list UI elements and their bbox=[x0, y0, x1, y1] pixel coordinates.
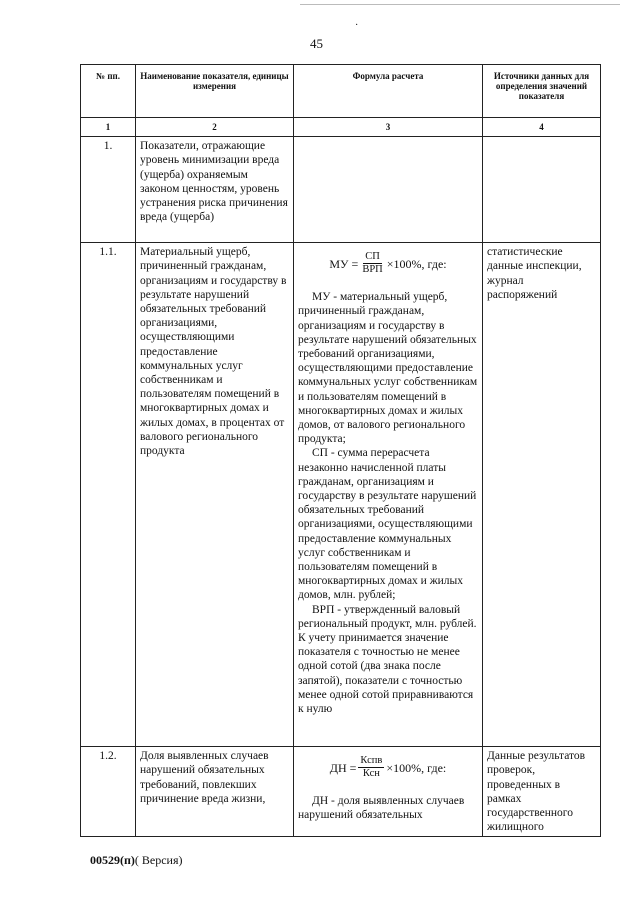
speck: · bbox=[355, 20, 359, 31]
table-row bbox=[81, 747, 601, 837]
denominator: Ксн bbox=[362, 768, 380, 780]
denominator: ВРП bbox=[362, 264, 383, 276]
col-number: 4 bbox=[483, 118, 601, 137]
formula bbox=[298, 755, 478, 780]
indicator-name: Доля выявленных случаев нарушений обязательных требований, повлекших причинение вреда жизни, bbox=[136, 747, 294, 837]
row-number: 1.2. bbox=[81, 747, 136, 837]
table-row bbox=[81, 243, 601, 747]
column-number-row bbox=[81, 118, 601, 137]
col-number: 1 bbox=[81, 118, 136, 137]
document-version: ( Версия) bbox=[134, 853, 183, 867]
indicator-name: Материальный ущерб, причиненный гражданам, организациям и государству в результате нарушений обязательных требований организациями, осуществляющими предоставление коммунальных услуг собственникам и пользователям помещений в многоквартирных домах и жилых домах, в процентах от валового регионального продукта bbox=[136, 243, 294, 747]
formula-description: МУ - материальный ущерб, причиненный гражданам, организациям и государству в результате нарушений обязательных требований организациями, осуществляющими предоставление коммунальных услуг собственникам и пользователям помещений в многоквартирных домах и жилых домов, от валового регионального продукта; bbox=[298, 291, 478, 446]
page-number: 45 bbox=[310, 36, 323, 51]
formula-lhs: МУ = bbox=[329, 256, 359, 271]
table-row bbox=[81, 137, 601, 243]
formula-cell bbox=[294, 747, 483, 837]
header-num: № пп. bbox=[81, 65, 136, 118]
source-cell: статистические данные инспекции, журнал распоряжений bbox=[483, 243, 601, 747]
formula bbox=[298, 251, 478, 276]
formula-rhs: ×100%, где: bbox=[386, 760, 447, 775]
document-code: 00529(п) bbox=[90, 853, 135, 867]
formula-rhs: ×100%, где: bbox=[386, 256, 447, 271]
source-cell bbox=[483, 137, 601, 243]
header-formula: Формула расчета bbox=[294, 65, 483, 118]
formula-lhs: ДН = bbox=[329, 760, 357, 775]
fraction bbox=[358, 755, 384, 780]
col-number: 3 bbox=[294, 118, 483, 137]
document-footer bbox=[90, 853, 183, 868]
header-row bbox=[81, 65, 601, 118]
formula-cell bbox=[294, 137, 483, 243]
numerator: СП bbox=[365, 251, 380, 263]
formula-cell bbox=[294, 243, 483, 747]
indicator-table bbox=[80, 64, 601, 837]
source-cell: Данные результатов проверок, проведенных в рамках государственного жилищного bbox=[483, 747, 601, 837]
formula-description: ВРП - утвержденный валовый региональный продукт, млн. рублей. К учету принимается значение показателя с точностью не менее одной сотой (два знака после запятой), показатели с точностью менее одной сотой приравниваются к нулю bbox=[298, 603, 477, 716]
numerator: Кспв bbox=[360, 755, 383, 767]
header-name: Наименование показателя, единицы измерения bbox=[136, 65, 294, 118]
col-number: 2 bbox=[136, 118, 294, 137]
indicator-name: Показатели, отражающие уровень минимизации вреда (ущерба) охраняемым законом ценностям, уровень устранения риска причинения вреда (ущерба) bbox=[136, 137, 294, 243]
header-source: Источники данных для определения значений показателя bbox=[483, 65, 601, 118]
fraction bbox=[360, 251, 384, 276]
row-number: 1. bbox=[81, 137, 136, 243]
row-number: 1.1. bbox=[81, 243, 136, 747]
formula-description: СП - сумма перерасчета незаконно начисленной платы гражданам, организациям и государству в результате нарушений обязательных требований организациями, осуществляющими предоставление коммунальных услуг собственникам и пользователям помещений в многоквартирных домах и жилых домов, млн. рублей; bbox=[298, 447, 477, 602]
top-rule bbox=[300, 4, 620, 5]
formula-description: ДН - доля выявленных случаев нарушений обязательных bbox=[298, 795, 465, 822]
